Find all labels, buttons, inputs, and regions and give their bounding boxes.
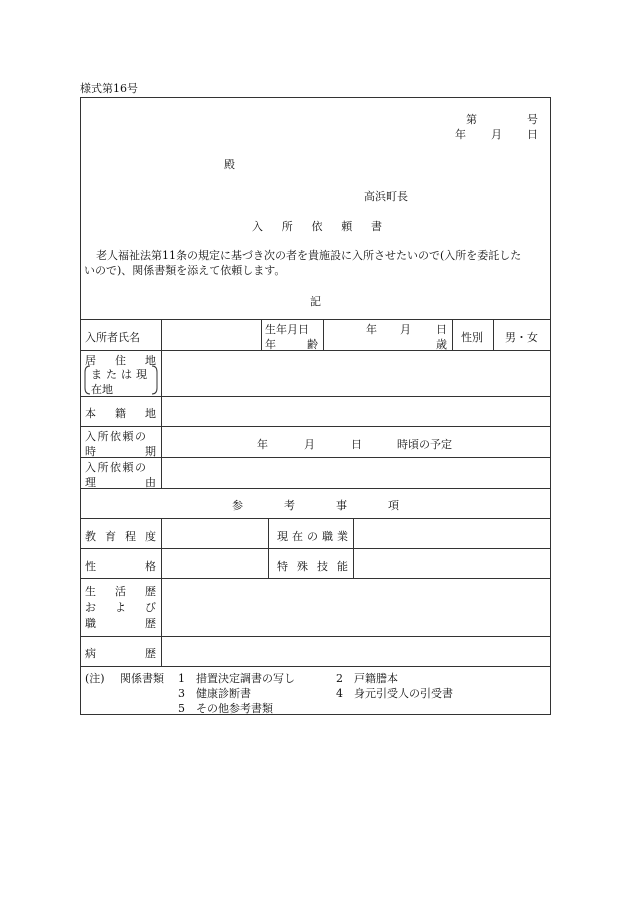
education-char: 育 xyxy=(105,530,116,543)
birth-year-unit: 年 xyxy=(366,323,377,336)
current-job-char: 業 xyxy=(337,530,348,543)
note-label: (注) xyxy=(85,672,105,685)
reason-label-line1: 入所依頼の xyxy=(85,461,148,474)
honseki-char: 籍 xyxy=(115,407,126,420)
sex-label: 性別 xyxy=(461,331,483,344)
note-item-4: 4 身元引受人の引受書 xyxy=(336,687,453,700)
note-item-2: 2 戸籍謄本 xyxy=(336,672,398,685)
age-label-char: 年 xyxy=(265,338,276,351)
education-char: 度 xyxy=(145,530,156,543)
name-label: 入所者氏名 xyxy=(85,331,140,344)
body-text-line2: いので)、関係書類を添えて依頼します。 xyxy=(84,264,286,277)
education-char: 程 xyxy=(125,530,136,543)
form-number: 様式第16号 xyxy=(80,82,138,95)
note-item-5: 5 その他参考書類 xyxy=(178,702,273,715)
note-item-3: 3 健康診断書 xyxy=(178,687,251,700)
age-unit: 歳 xyxy=(436,338,447,351)
row-divider xyxy=(80,548,551,549)
title-char: 書 xyxy=(371,220,382,233)
special-skill-char: 特 xyxy=(277,560,288,573)
life-history-char: 歴 xyxy=(145,585,156,598)
current-job-char: 在 xyxy=(292,530,303,543)
col-divider xyxy=(323,319,324,350)
issue-number-go: 号 xyxy=(527,113,538,126)
col-divider xyxy=(493,319,494,350)
issue-number-dai: 第 xyxy=(466,113,477,126)
body-text-line1: 老人福祉法第11条の規定に基づき次の者を貴施設に入所させたいので(入所を委託した xyxy=(96,249,522,262)
timing-label-line1: 入所依頼の xyxy=(85,430,148,443)
related-documents-label: 関係書類 xyxy=(120,672,164,685)
life-history-line3 xyxy=(85,615,156,631)
residence-char: 住 xyxy=(115,354,126,367)
reference-char: 参 xyxy=(232,499,243,512)
reason-char: 由 xyxy=(145,476,156,489)
personality-label xyxy=(85,558,156,574)
timing-suffix: 時頃の予定 xyxy=(397,438,452,451)
reference-char: 項 xyxy=(388,499,399,512)
life-history-char: 生 xyxy=(85,585,96,598)
education-char: 教 xyxy=(85,530,96,543)
title-char: 依 xyxy=(311,220,323,233)
residence-char: 地 xyxy=(145,354,156,367)
row-divider xyxy=(80,578,551,579)
special-skill-label xyxy=(277,558,348,574)
life-history-char: よ xyxy=(115,601,126,614)
reason-label-line2 xyxy=(85,474,156,490)
medical-history-char: 病 xyxy=(85,647,96,660)
residence-sub-line1: または現 xyxy=(91,368,151,381)
issue-date-year: 年 xyxy=(455,128,466,141)
col-divider xyxy=(353,518,354,578)
timing-label-line2 xyxy=(85,443,156,459)
special-skill-char: 殊 xyxy=(297,560,308,573)
medical-history-char: 歴 xyxy=(145,647,156,660)
row-divider xyxy=(80,319,551,320)
issue-date-month: 月 xyxy=(491,128,502,141)
honseki-char: 地 xyxy=(145,407,156,420)
timing-char: 期 xyxy=(145,445,156,458)
col-divider xyxy=(268,518,269,578)
life-history-char: お xyxy=(85,601,96,614)
addressee-tono: 殿 xyxy=(224,158,235,171)
reference-char: 考 xyxy=(284,499,295,512)
row-divider xyxy=(80,396,551,397)
birth-date-label: 生年月日 xyxy=(265,323,309,336)
life-history-char: 歴 xyxy=(145,617,156,630)
life-history-char: び xyxy=(145,601,156,614)
birth-month-unit: 月 xyxy=(400,323,411,336)
current-job-label xyxy=(277,528,348,544)
current-job-char: の xyxy=(307,530,318,543)
special-skill-char: 技 xyxy=(317,560,328,573)
row-divider xyxy=(80,426,551,427)
timing-year-unit: 年 xyxy=(257,438,268,451)
residence-sub-line2: 在地 xyxy=(91,383,113,396)
row-divider xyxy=(80,636,551,637)
issue-date-day: 日 xyxy=(527,128,538,141)
personality-char: 格 xyxy=(145,560,156,573)
life-history-char: 職 xyxy=(85,617,96,630)
age-label-char: 齢 xyxy=(307,338,318,351)
life-history-line1 xyxy=(85,583,156,599)
row-divider xyxy=(80,666,551,667)
title-char: 頼 xyxy=(341,220,353,233)
reference-char: 事 xyxy=(336,499,347,512)
row-divider xyxy=(80,518,551,519)
reference-header xyxy=(232,497,399,513)
timing-day-unit: 日 xyxy=(351,438,362,451)
timing-month-unit: 月 xyxy=(304,438,315,451)
sex-value: 男・女 xyxy=(505,331,538,344)
residence-char: 居 xyxy=(85,354,96,367)
note-item-1: 1 措置決定調書の写し xyxy=(178,672,295,685)
personality-char: 性 xyxy=(85,560,96,573)
issuer: 高浜町長 xyxy=(364,190,408,203)
reason-char: 理 xyxy=(85,476,96,489)
title-char: 入 xyxy=(252,220,263,233)
honseki-char: 本 xyxy=(85,407,96,420)
title-char: 所 xyxy=(281,220,293,233)
current-job-char: 現 xyxy=(277,530,288,543)
life-history-char: 活 xyxy=(115,585,126,598)
col-divider xyxy=(452,319,453,350)
ki-label: 記 xyxy=(310,295,321,308)
label-column-divider xyxy=(161,518,162,666)
honseki-label xyxy=(85,405,156,421)
document-title xyxy=(252,218,382,234)
col-divider xyxy=(261,319,262,350)
timing-char: 時 xyxy=(85,445,96,458)
special-skill-char: 能 xyxy=(337,560,348,573)
birth-day-unit: 日 xyxy=(436,323,447,336)
medical-history-label xyxy=(85,645,156,661)
label-column-divider xyxy=(161,319,162,488)
life-history-line2 xyxy=(85,599,156,615)
age-label xyxy=(265,336,318,352)
current-job-char: 職 xyxy=(322,530,333,543)
education-label xyxy=(85,528,156,544)
